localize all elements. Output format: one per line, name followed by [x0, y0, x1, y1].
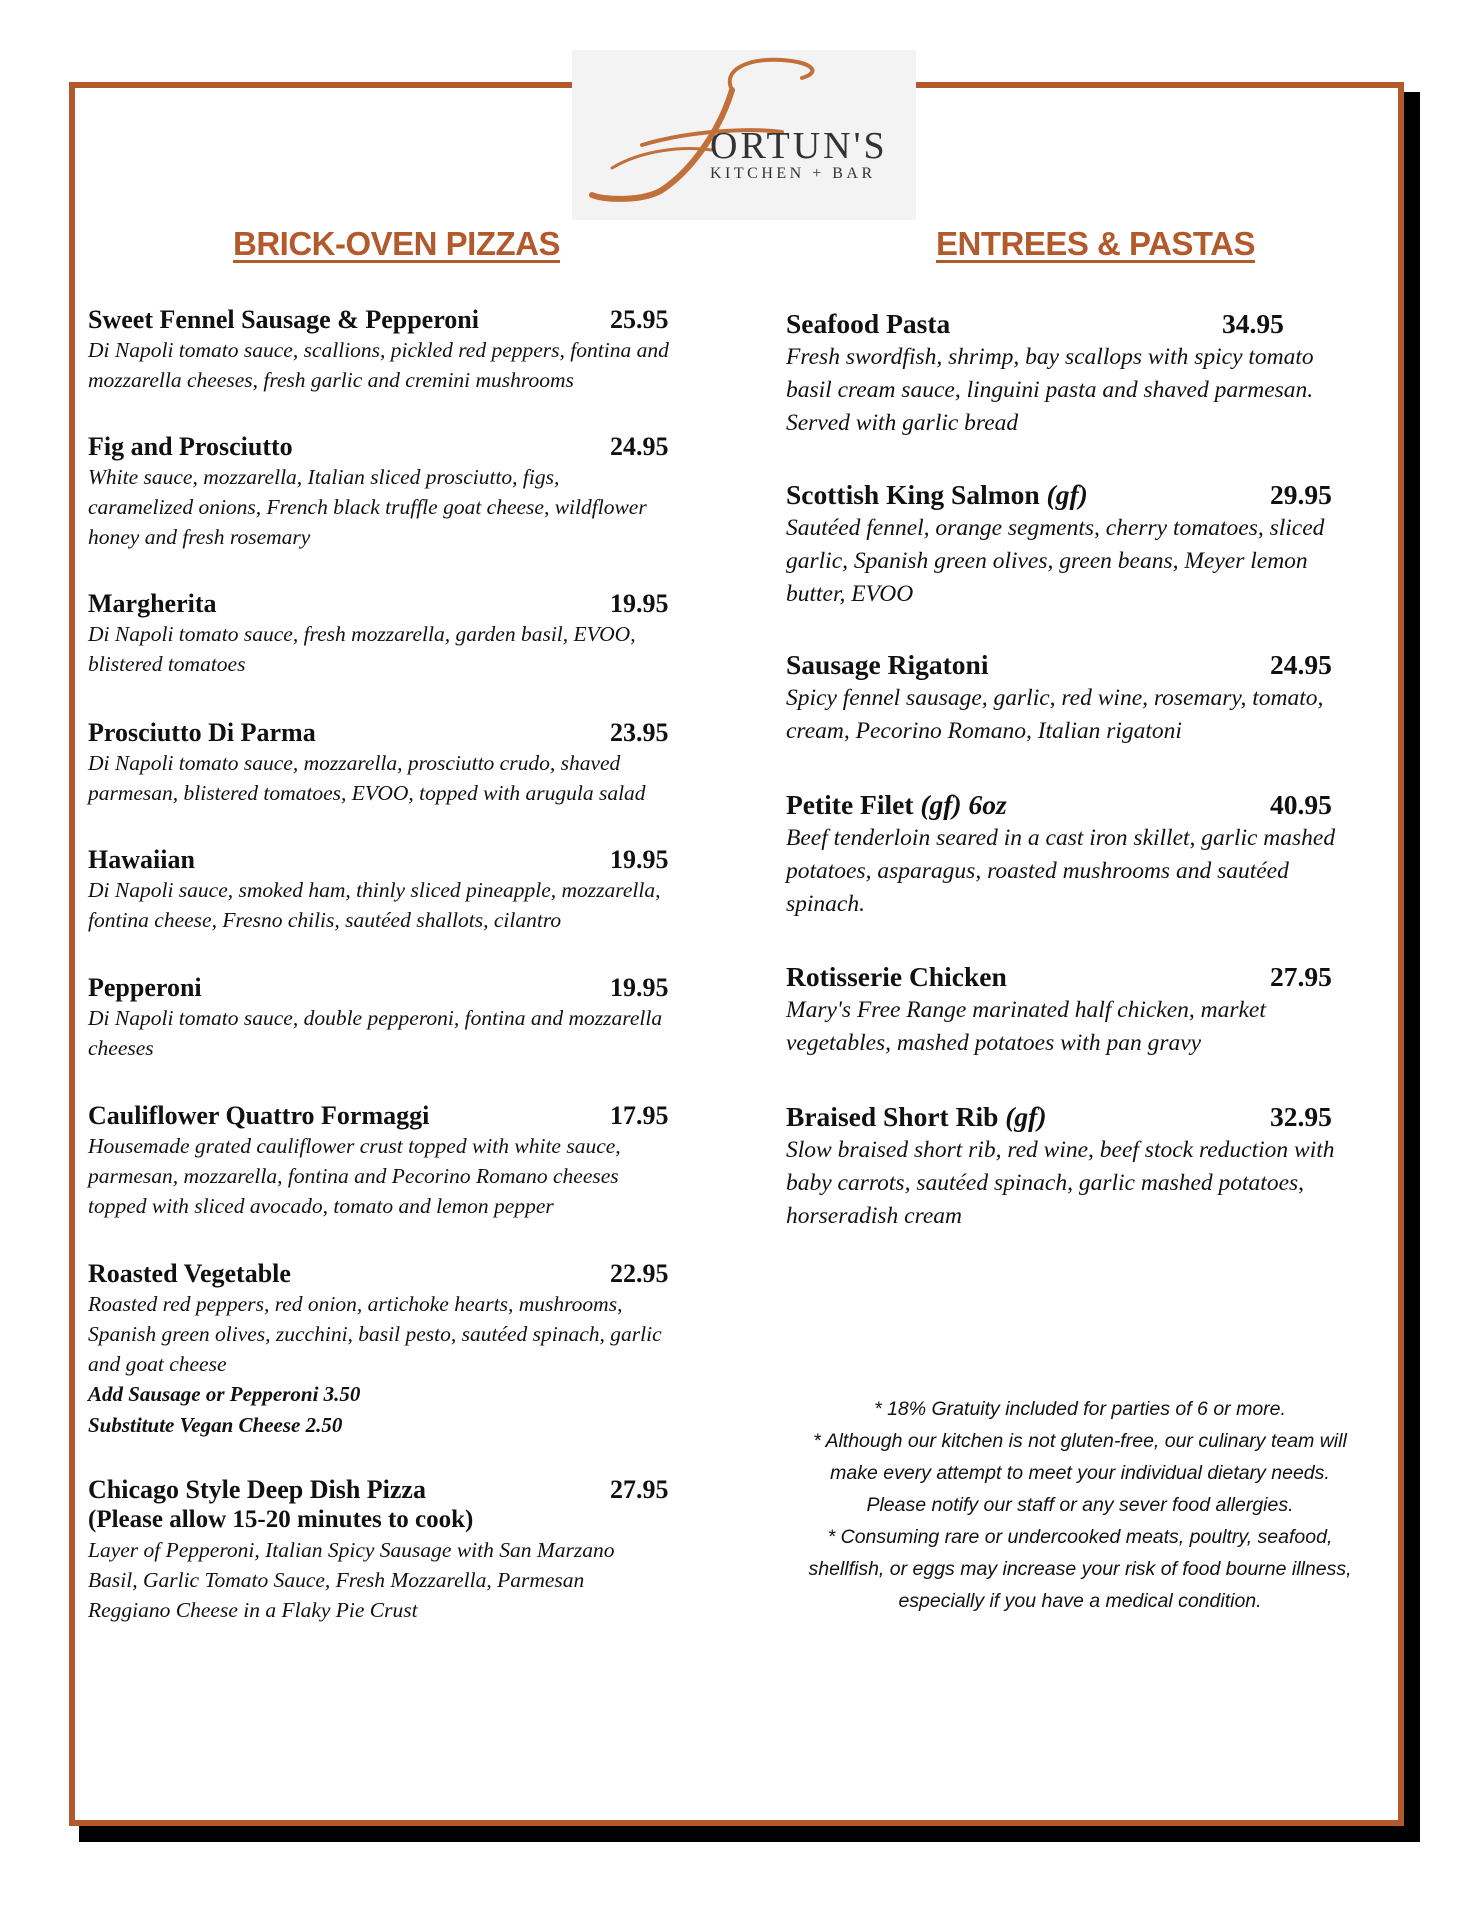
item-price: 34.95: [1222, 308, 1284, 339]
item-name: Rotisserie Chicken: [786, 961, 1007, 992]
pizzas-heading: BRICK-OVEN PIZZAS: [233, 225, 561, 262]
item-desc-line: horseradish cream: [786, 1203, 963, 1229]
disclaimer-line: shellfish, or eggs may increase your risk of food bourne illness,: [808, 1558, 1352, 1580]
item-desc-line: Spanish green olives, zucchini, basil pesto, sautéed spinach, garlic: [88, 1322, 662, 1346]
menu-item: [786, 307, 1314, 440]
item-price: 24.95: [610, 432, 669, 461]
menu-item: [88, 845, 669, 935]
item-dietary-tag: (gf): [1046, 479, 1088, 510]
item-name: Roasted Vegetable: [88, 1259, 291, 1288]
item-desc-line: Mary's Free Range marinated half chicken, market: [786, 997, 1266, 1023]
item-desc-line: spinach.: [786, 891, 865, 917]
item-desc-line: potatoes, asparagus, roasted mushrooms and sautéed: [786, 858, 1289, 884]
menu-item: [786, 1100, 1335, 1233]
item-name: Hawaiian: [88, 845, 195, 874]
item-desc-line: honey and fresh rosemary: [88, 525, 311, 549]
item-desc-line: Di Napoli tomato sauce, mozzarella, prosciutto crudo, shaved: [88, 751, 621, 775]
logo-graphic: [572, 50, 916, 220]
item-desc-line: and goat cheese: [88, 1352, 227, 1376]
item-price: 19.95: [610, 973, 669, 1002]
menu-item: [88, 305, 669, 395]
disclaimer-line: * Although our kitchen is not gluten-free, our culinary team will: [813, 1430, 1347, 1452]
menu-item: [786, 478, 1332, 611]
restaurant-logo: [572, 50, 916, 220]
item-name: Chicago Style Deep Dish Pizza: [88, 1475, 426, 1504]
disclaimer-line: Please notify our staff or any sever food allergies.: [866, 1494, 1294, 1516]
menu-item: [88, 718, 669, 808]
item-desc-line: Reggiano Cheese in a Flaky Pie Crust: [88, 1598, 418, 1622]
item-desc-line: parmesan, mozzarella, fontina and Pecorino Romano cheeses: [88, 1164, 619, 1188]
logo-name: ORTUN'S: [710, 125, 888, 167]
item-desc-line: baby carrots, sautéed spinach, garlic mashed potatoes,: [786, 1170, 1305, 1196]
disclaimer-line: * 18% Gratuity included for parties of 6 or more.: [874, 1398, 1286, 1420]
item-price: 29.95: [1270, 479, 1332, 510]
item-name: Petite Filet: [786, 789, 914, 820]
menu-item: [88, 589, 669, 679]
item-desc-line: parmesan, blistered tomatoes, EVOO, topped with arugula salad: [88, 781, 646, 805]
item-desc-line: Di Napoli tomato sauce, fresh mozzarella, garden basil, EVOO,: [88, 622, 636, 646]
item-price: 19.95: [610, 845, 669, 874]
menu-disclaimer: [760, 1393, 1400, 1617]
item-desc-line: cream, Pecorino Romano, Italian rigatoni: [786, 718, 1182, 744]
menu-item: [88, 432, 669, 552]
menu-item: [88, 973, 669, 1063]
item-desc-line: Slow braised short rib, red wine, beef stock reduction with: [786, 1137, 1335, 1163]
item-desc-line: Served with garlic bread: [786, 410, 1019, 436]
item-price: 24.95: [1270, 649, 1332, 680]
disclaimer-line: * Consuming rare or undercooked meats, poultry, seafood,: [827, 1526, 1333, 1548]
item-note: (Please allow 15-20 minutes to cook): [88, 1506, 474, 1533]
item-desc-line: Roasted red peppers, red onion, artichoke hearts, mushrooms,: [88, 1292, 623, 1316]
disclaimer-line: make every attempt to meet your individual dietary needs.: [830, 1462, 1330, 1484]
item-desc-line: fontina cheese, Fresno chilis, sautéed shallots, cilantro: [88, 908, 562, 932]
item-desc-line: Fresh swordfish, shrimp, bay scallops with spicy tomato: [786, 344, 1314, 370]
menu-item: [88, 1475, 669, 1625]
menu-item: [786, 648, 1332, 748]
menu-item: [88, 1259, 669, 1441]
item-price: 32.95: [1270, 1101, 1332, 1132]
item-addon: Substitute Vegan Cheese 2.50: [88, 1413, 343, 1437]
item-desc-line: Di Napoli tomato sauce, scallions, pickled red peppers, fontina and: [88, 338, 669, 362]
item-desc-line: White sauce, mozzarella, Italian sliced prosciutto, figs,: [88, 465, 560, 489]
item-name: Sausage Rigatoni: [786, 649, 989, 680]
item-desc-line: topped with sliced avocado, tomato and lemon pepper: [88, 1194, 554, 1218]
menu-item: [786, 788, 1335, 921]
item-name: Fig and Prosciutto: [88, 432, 293, 461]
menu-item: [88, 1101, 669, 1221]
item-desc-line: Beef tenderloin seared in a cast iron skillet, garlic mashed: [786, 825, 1336, 851]
entrees-heading: ENTREES & PASTAS: [936, 225, 1255, 262]
item-desc-line: cheeses: [88, 1036, 154, 1060]
item-name: Pepperoni: [88, 973, 202, 1002]
item-name: Seafood Pasta: [786, 308, 951, 339]
item-price: 23.95: [610, 718, 669, 747]
item-desc-line: Di Napoli sauce, smoked ham, thinly sliced pineapple, mozzarella,: [88, 878, 661, 902]
item-desc-line: Spicy fennel sausage, garlic, red wine, rosemary, tomato,: [786, 685, 1324, 711]
item-name: Cauliflower Quattro Formaggi: [88, 1101, 430, 1130]
disclaimer-line: especially if you have a medical condition.: [898, 1590, 1262, 1612]
item-name: Braised Short Rib: [786, 1101, 999, 1132]
item-desc-line: butter, EVOO: [786, 581, 914, 607]
item-name: Sweet Fennel Sausage & Pepperoni: [88, 305, 479, 334]
item-name: Margherita: [88, 589, 217, 618]
item-desc-line: garlic, Spanish green olives, green beans, Meyer lemon: [786, 548, 1308, 574]
item-desc-line: Sautéed fennel, orange segments, cherry tomatoes, sliced: [786, 515, 1325, 541]
item-price: 22.95: [610, 1259, 669, 1288]
item-desc-line: blistered tomatoes: [88, 652, 246, 676]
item-name: Scottish King Salmon: [786, 479, 1040, 510]
item-desc-line: Housemade grated cauliflower crust topped with white sauce,: [88, 1134, 621, 1158]
item-dietary-tag: (gf) 6oz: [920, 789, 1007, 820]
item-price: 25.95: [610, 305, 669, 334]
item-price: 27.95: [1270, 961, 1332, 992]
item-price: 40.95: [1270, 789, 1332, 820]
logo-tagline: KITCHEN + BAR: [710, 165, 876, 182]
item-desc-line: basil cream sauce, linguini pasta and shaved parmesan.: [786, 377, 1314, 403]
item-addon: Add Sausage or Pepperoni 3.50: [88, 1382, 361, 1406]
item-desc-line: vegetables, mashed potatoes with pan gravy: [786, 1030, 1202, 1056]
item-price: 19.95: [610, 589, 669, 618]
menu-item: [786, 960, 1332, 1060]
item-price: 27.95: [610, 1475, 669, 1504]
item-desc-line: Layer of Pepperoni, Italian Spicy Sausage with San Marzano: [88, 1538, 615, 1562]
item-desc-line: Di Napoli tomato sauce, double pepperoni, fontina and mozzarella: [88, 1006, 663, 1030]
item-name: Prosciutto Di Parma: [88, 718, 316, 747]
item-desc-line: Basil, Garlic Tomato Sauce, Fresh Mozzarella, Parmesan: [88, 1568, 585, 1592]
item-desc-line: caramelized onions, French black truffle goat cheese, wildflower: [88, 495, 647, 519]
item-dietary-tag: (gf): [1005, 1101, 1047, 1132]
item-price: 17.95: [610, 1101, 669, 1130]
item-desc-line: mozzarella cheeses, fresh garlic and cremini mushrooms: [88, 368, 574, 392]
